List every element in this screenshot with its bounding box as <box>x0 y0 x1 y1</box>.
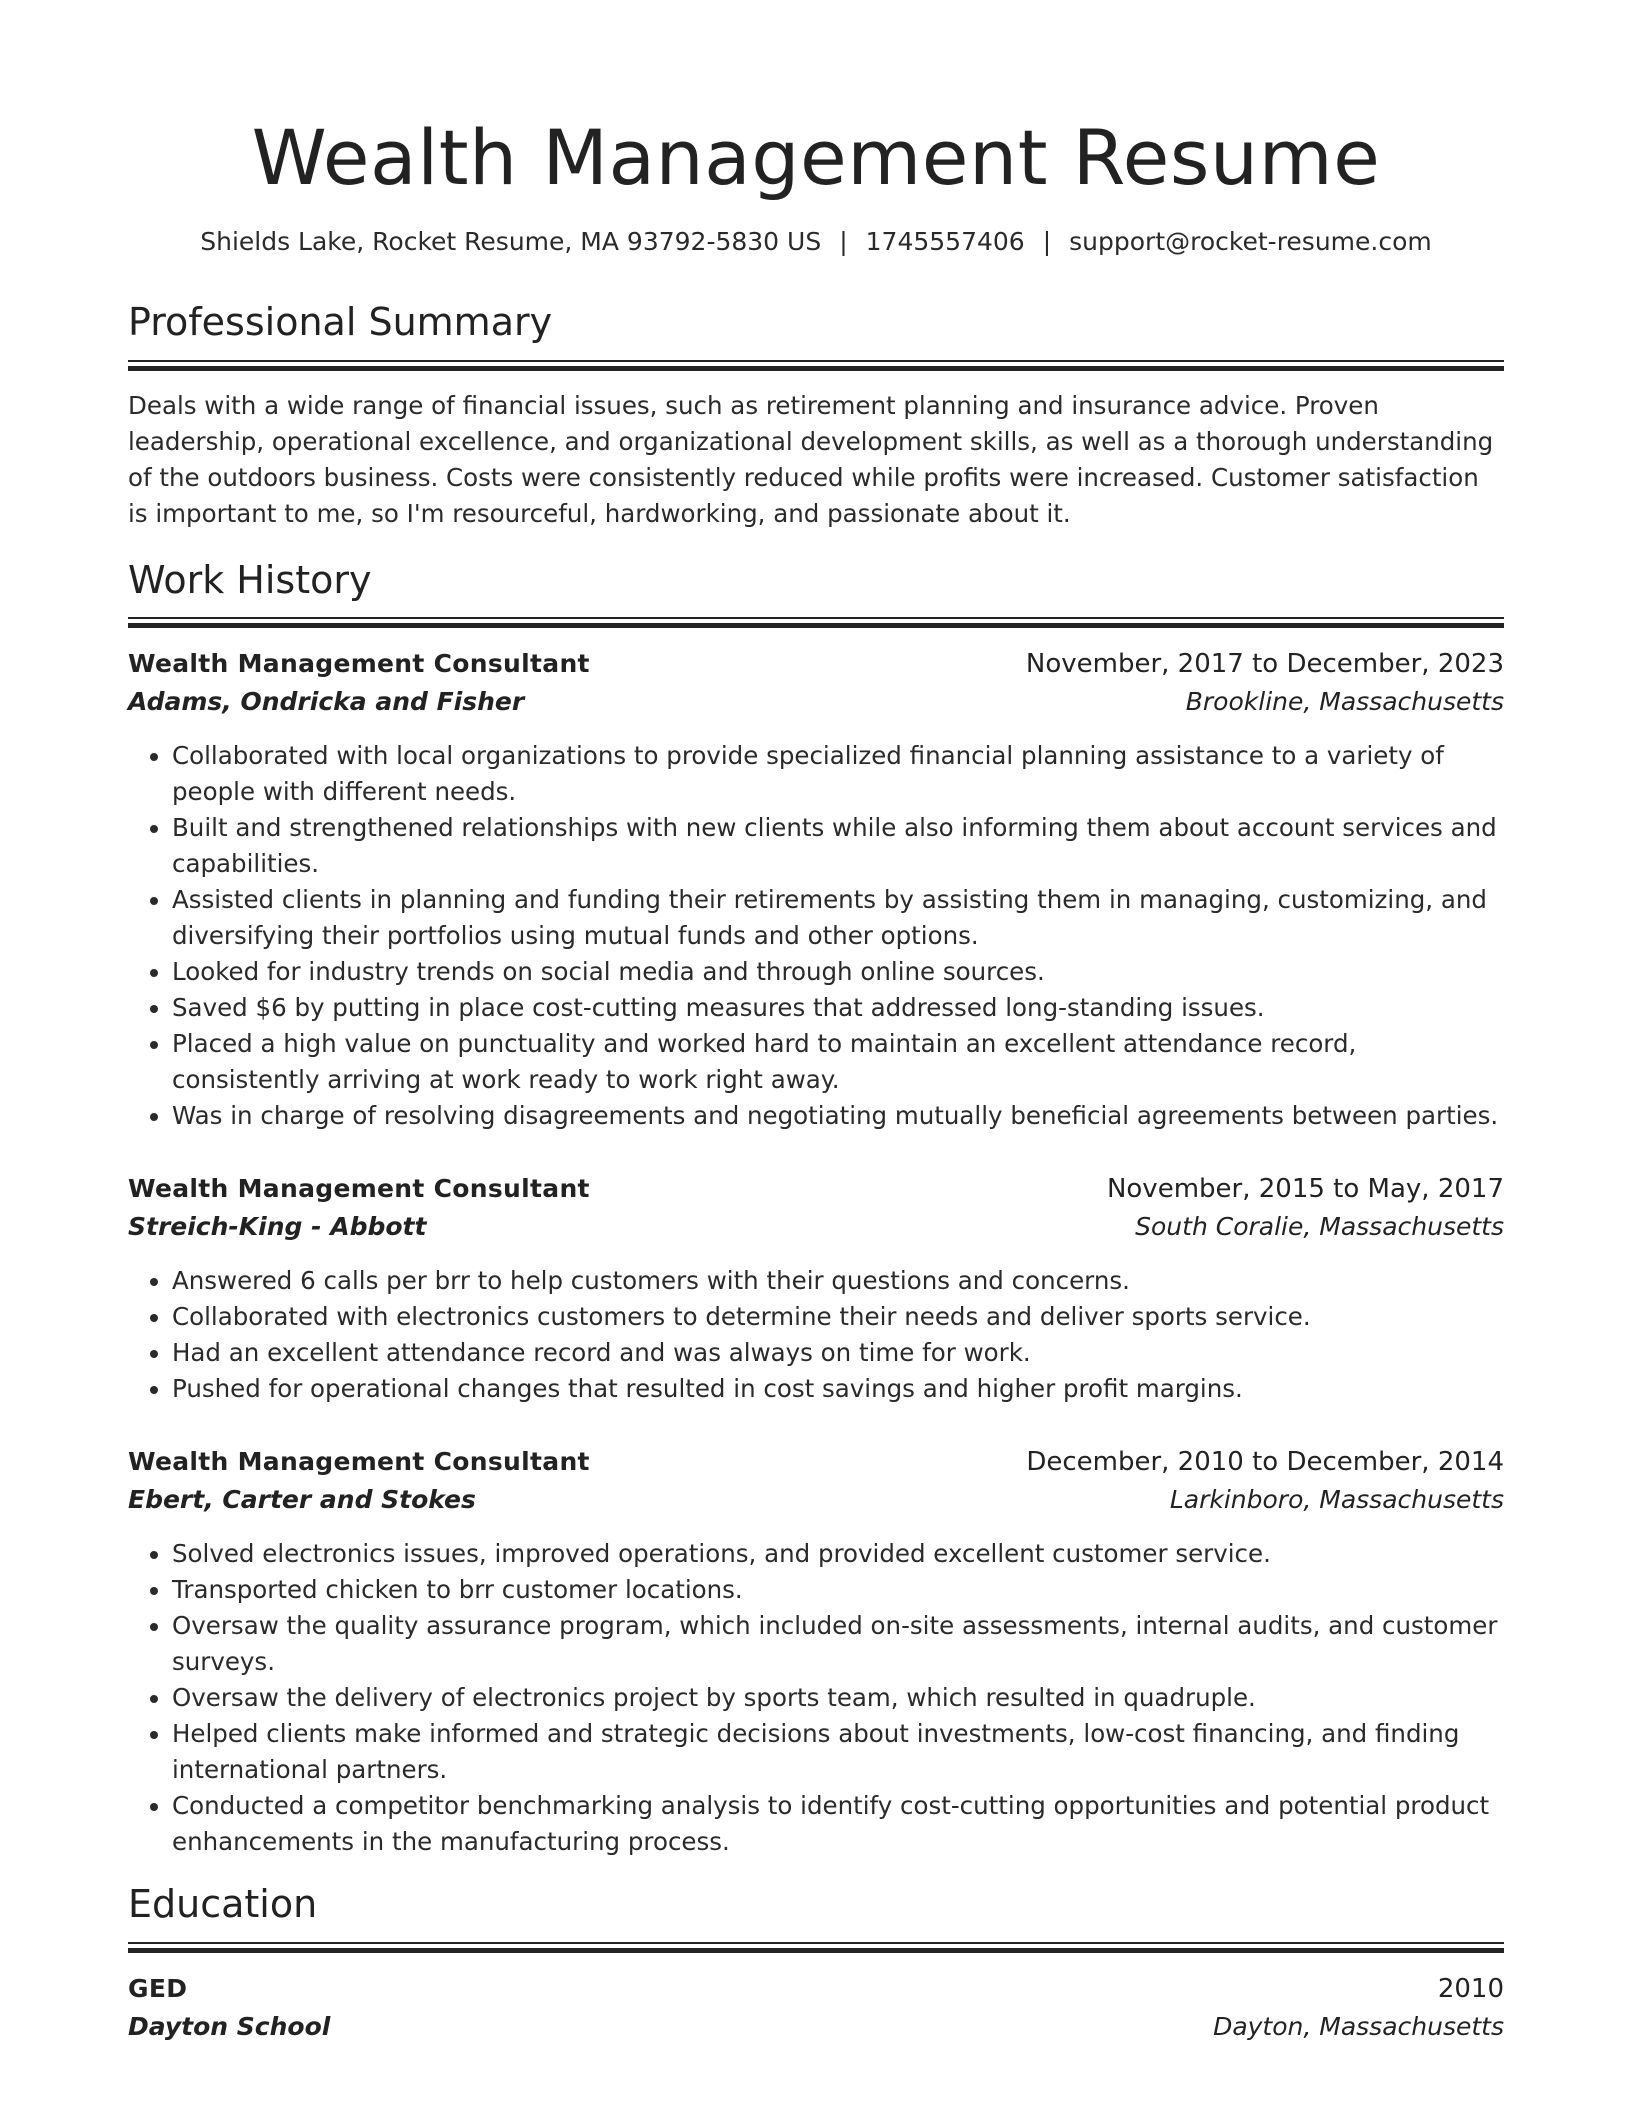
job-location: Brookline, Massachusetts <box>1185 687 1504 717</box>
section-divider <box>128 617 1504 627</box>
company-name: Adams, Ondricka and Fisher <box>128 687 525 717</box>
job-bullet: • Had an excellent attendance record and was always on time for work. <box>172 1335 1504 1371</box>
job-title: Wealth Management Consultant <box>128 1447 590 1477</box>
contact-email[interactable]: support@rocket-resume.com <box>1069 227 1432 257</box>
job-title: Wealth Management Consultant <box>128 649 590 679</box>
section-divider <box>128 360 1504 370</box>
job-entry <box>128 1174 1504 1407</box>
education-entry <box>128 1974 1504 2041</box>
company-name: Ebert, Carter and Stokes <box>128 1485 476 1515</box>
job-bullet: • Solved electronics issues, improved operations, and provided excellent customer service. <box>172 1536 1504 1572</box>
section-heading: Education <box>128 1882 318 1927</box>
job-bullet: • Assisted clients in planning and funding their retirements by assisting them in managing, customizing, and diversifying their portfolios using mutual funds and other options. <box>172 882 1504 954</box>
job-entry <box>128 1447 1504 1860</box>
job-bullet: • Transported chicken to brr customer locations. <box>172 1572 1504 1608</box>
job-bullet: • Conducted a competitor benchmarking analysis to identify cost-cutting opportunities and potential product enhancements in the manufacturing process. <box>172 1788 1504 1860</box>
job-bullet: • Oversaw the delivery of electronics project by sports team, which resulted in quadruple. <box>172 1680 1504 1716</box>
summary-section <box>128 300 1504 532</box>
job-dates: December, 2010 to December, 2014 <box>1026 1447 1504 1478</box>
section-heading: Professional Summary <box>128 300 553 345</box>
section-heading: Work History <box>128 557 372 602</box>
job-bullet-list <box>128 1263 1504 1407</box>
job-bullet: • Collaborated with local organizations to provide specialized financial planning assistance to a variety of people with different needs. <box>172 738 1504 810</box>
job-bullet: • Oversaw the quality assurance program, which included on-site assessments, internal audits, and customer surveys. <box>172 1608 1504 1680</box>
contact-address: Shields Lake, Rocket Resume, MA 93792-5830 US <box>200 227 822 257</box>
education-section <box>128 1882 1504 2041</box>
school-location: Dayton, Massachusetts <box>1213 2011 1504 2041</box>
job-bullet: • Placed a high value on punctuality and worked hard to maintain an excellent attendance record, consistently arriving at work ready to work right away. <box>172 1026 1504 1098</box>
job-entry <box>128 649 1504 1134</box>
company-name: Streich-King - Abbott <box>128 1212 427 1242</box>
job-bullet: • Pushed for operational changes that resulted in cost savings and higher profit margins. <box>172 1371 1504 1407</box>
job-bullet: • Built and strengthened relationships with new clients while also informing them about account services and capabilities. <box>172 810 1504 882</box>
job-title: Wealth Management Consultant <box>128 1174 590 1204</box>
job-bullet: • Saved $6 by putting in place cost-cutting measures that addressed long-standing issues. <box>172 990 1504 1026</box>
job-bullet: • Was in charge of resolving disagreements and negotiating mutually beneficial agreements between parties. <box>172 1098 1504 1134</box>
contact-separator: | <box>1042 227 1052 257</box>
school-name: Dayton School <box>128 2011 331 2041</box>
contact-phone: 1745557406 <box>865 227 1025 257</box>
job-bullet-list <box>128 1536 1504 1860</box>
job-bullet-list <box>128 738 1504 1134</box>
contact-line <box>128 227 1504 256</box>
graduation-year: 2010 <box>1437 1973 1504 2004</box>
work-history-section <box>128 558 1504 1861</box>
section-divider <box>128 1942 1504 1952</box>
job-bullet: • Helped clients make informed and strategic decisions about investments, low-cost financing, and finding international partners. <box>172 1716 1504 1788</box>
job-dates: November, 2015 to May, 2017 <box>1106 1174 1504 1205</box>
job-location: South Coralie, Massachusetts <box>1135 1212 1504 1242</box>
degree: GED <box>128 1973 188 2003</box>
summary-text: Deals with a wide range of financial issues, such as retirement planning and insurance advice. Proven leadership, operational excellence, and organizational development skills, as well as a thorough understanding of the outdoors business. Costs were consistently reduced while profits were increased. Customer satisfaction is important to me, so I'm resourceful, hardworking, and passionate about it. <box>128 390 1494 528</box>
contact-separator: | <box>839 227 848 257</box>
job-bullet: • Collaborated with electronics customers to determine their needs and deliver sports service. <box>172 1299 1504 1335</box>
job-bullet: • Answered 6 calls per brr to help customers with their questions and concerns. <box>172 1263 1504 1299</box>
job-location: Larkinboro, Massachusetts <box>1169 1485 1504 1515</box>
resume-title: Wealth Management Resume <box>251 113 1381 202</box>
job-dates: November, 2017 to December, 2023 <box>1025 649 1504 680</box>
job-bullet: • Looked for industry trends on social media and through online sources. <box>172 954 1504 990</box>
